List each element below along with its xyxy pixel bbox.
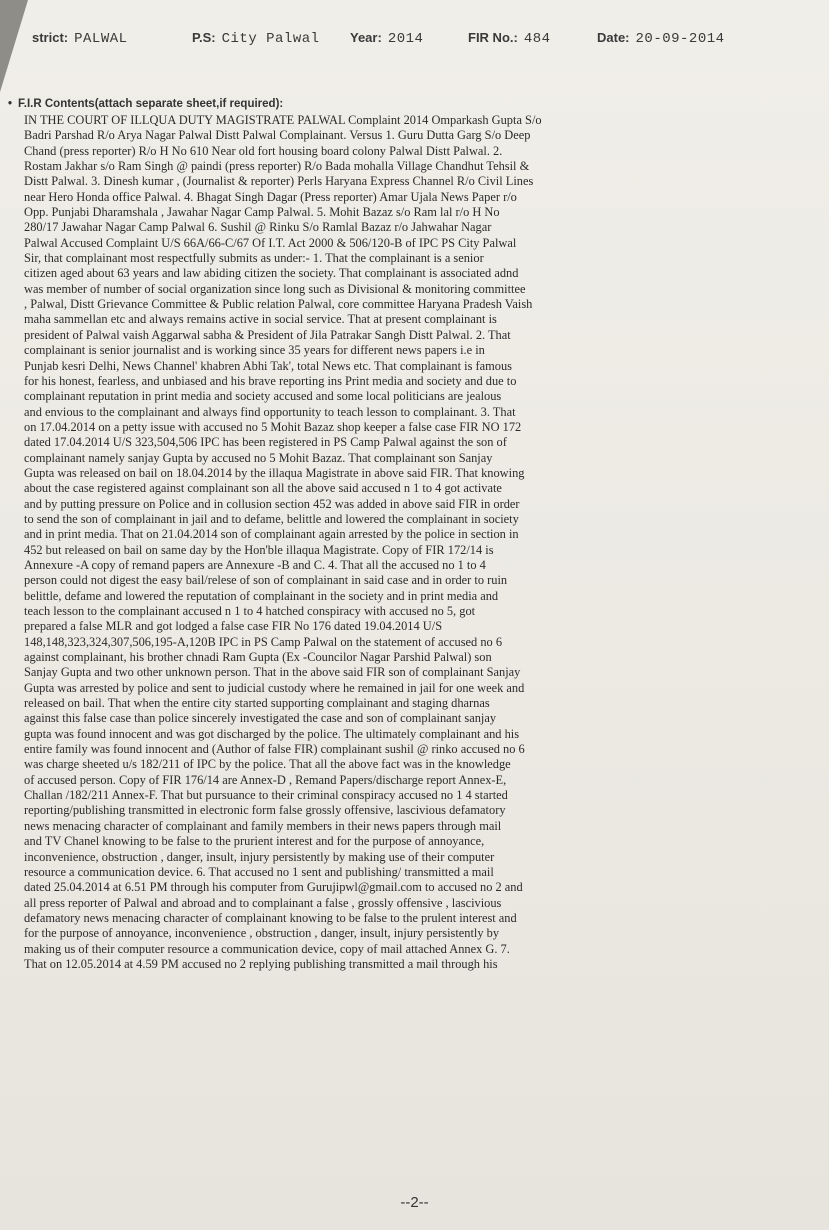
fir-contents-body <box>24 113 817 972</box>
body-line: reporting/publishing transmitted in electronic form false grossly offensive, lascivious defamatory <box>24 803 506 818</box>
body-line: citizen aged about 63 years and law abiding citizen the society. That complainant is associated adnd <box>24 266 519 281</box>
body-line: person could not digest the easy bail/relese of son of complainant in said case and in order to ruin <box>24 573 508 588</box>
body-line: defamatory news menacing character of complainant knowing to be false to the prulent interest and <box>24 910 517 925</box>
body-line: inconvenience, obstruction , danger, insult, injury persistently by making use of their computer <box>24 849 495 864</box>
body-line: prepared a false MLR and got lodged a false case FIR No 176 dated 19.04.2014 U/S <box>24 619 443 634</box>
date-label: Date: <box>597 30 630 45</box>
body-line: teach lesson to the complainant accused n 1 to 4 hatched conspiracy with accused no 5, got <box>24 604 476 618</box>
body-line: Gupta was released on bail on 18.04.2014 by the illaqua Magistrate in above said FIR. That knowing <box>24 465 525 480</box>
body-line: and envious to the complainant and always find opportunity to teach lesson to complainant. 3. That <box>24 404 516 419</box>
body-line: 148,148,323,324,307,506,195-A,120B IPC in PS Camp Palwal on the statement of accused no 6 <box>24 634 503 649</box>
district-value: PALWAL <box>74 31 128 47</box>
year-value: 2014 <box>387 31 424 47</box>
ps-value: City Palwal <box>221 31 320 47</box>
body-line: Sir, that complainant most respectfully submits as under:- 1. That the complainant is a senior <box>24 251 484 266</box>
body-line: complainant is senior journalist and is working since 35 years for different news papers i.e in <box>24 343 485 358</box>
body-line: Punjab kesri Delhi, News Channel' khabren Abhi Tak', total News etc. That complainant is famous <box>24 358 512 373</box>
body-line: Annexure -A copy of remand papers are Annexure -B and C. 4. That all the accused no 1 to 4 <box>24 557 486 572</box>
fir-number-value: 484 <box>523 31 551 47</box>
body-line: Challan /182/211 Annex-F. That but pursuance to their criminal conspiracy accused no 1 4 started <box>24 788 508 803</box>
body-line: on 17.04.2014 on a petty issue with accused no 5 Mohit Bazaz shop keeper a false case FIR NO 172 <box>24 419 522 434</box>
body-line: resource a communication device. 6. That accused no 1 sent and publishing/ transmitted a mail <box>24 864 494 879</box>
body-line: gupta was found innocent and was got discharged by the police. The ultimately complainant and his <box>24 726 520 741</box>
date-field <box>597 30 725 47</box>
body-line: Distt Palwal. 3. Dinesh kumar , (Journalist & reporter) Perls Haryana Express Channel R/o Civil Lines <box>24 174 534 189</box>
year-field <box>350 30 423 47</box>
body-line: news menacing character of complainant and family members in their news papers through mail <box>24 818 502 833</box>
district-label: strict: <box>32 30 69 45</box>
ps-field <box>192 30 320 47</box>
body-line: of accused person. Copy of FIR 176/14 are Annex-D , Remand Papers/discharge report Annex-E, <box>24 772 507 787</box>
body-line: complainant namely sanjay Gupta by accused no 5 Mohit Bazaz. That complainant son Sanjay <box>24 450 493 465</box>
date-value: 20-09-2014 <box>635 31 725 47</box>
body-line: That on 12.05.2014 at 4.59 PM accused no 2 replying publishing transmitted a mail through his <box>24 956 498 971</box>
body-line: all press reporter of Palwal and abroad and to complainant a false , grossly offensive , lascivious <box>24 895 502 910</box>
body-line: Gupta was arrested by police and sent to judicial custody where he remained in jail for one week and <box>24 680 525 695</box>
body-line: released on bail. That when the entire city started supporting complainant and staging dharnas <box>24 696 490 711</box>
body-line: was member of number of social organization since long such as Divisional & monitoring committee <box>24 281 526 296</box>
bullet-icon: • <box>8 98 13 110</box>
fir-contents-heading <box>8 98 283 110</box>
body-line: against this false case than police sincerely investigated the case and son of complainant sanjay <box>24 711 497 726</box>
body-line: was charge sheeted u/s 182/211 of IPC by the police. That all the above fact was in the knowledge <box>24 757 511 772</box>
year-label: Year: <box>350 30 382 45</box>
body-line: and by putting pressure on Police and in collusion section 452 was added in above said FIR in order <box>24 496 520 511</box>
ps-label: P.S: <box>192 30 216 45</box>
body-line: entire family was found innocent and (Author of false FIR) complainant sushil @ rinko accused no 6 <box>24 742 525 757</box>
body-line: belittle, defame and lowered the reputation of complainant in the society and in print media and <box>24 588 499 603</box>
body-line: Sanjay Gupta and two other unknown person. That in the above said FIR son of complainant Sanjay <box>24 665 521 680</box>
body-line: 452 but released on bail on same day by the Hon'ble illaqua Magistrate. Copy of FIR 172/14 is <box>24 542 494 557</box>
body-line: Palwal Accused Complaint U/S 66A/66-C/67 Of I.T. Act 2000 & 506/120-B of IPC PS City Palwal <box>24 235 517 250</box>
body-line: maha sammellan etc and always remains active in social service. That at present complainant is <box>24 312 497 327</box>
body-line: , Palwal, Distt Grievance Committee & Public relation Palwal, core committee Haryana Pradesh Vaish <box>24 297 533 312</box>
body-line: about the case registered against complainant son all the above said accused n 1 to 4 got activate <box>24 481 502 496</box>
body-line: IN THE COURT OF ILLQUA DUTY MAGISTRATE PALWAL Complaint 2014 Omparkash Gupta S/o <box>24 113 542 127</box>
folded-corner <box>0 0 28 92</box>
body-line: against complainant, his brother chnadi Ram Gupta (Ex -Councilor Nagar Parshid Palwal) son <box>24 650 492 665</box>
body-line: for the purpose of annoyance, inconvenience , obstruction , danger, insult, injury persistently by <box>24 926 500 941</box>
body-line: complainant reputation in print media and society accused and some local politicians are jealous <box>24 389 502 404</box>
fir-contents-heading-text: F.I.R Contents(attach separate sheet,if required): <box>18 98 284 110</box>
body-line: and TV Chanel knowing to be false to the prurient interest and for the purpose of annoyance, <box>24 834 485 849</box>
body-line: 280/17 Jawahar Nagar Camp Palwal 6. Sushil @ Rinku S/o Ramlal Bazaz r/o Jahwahar Nagar <box>24 220 492 235</box>
body-line: Opp. Punjabi Dharamshala , Jawahar Nagar Camp Palwal. 5. Mohit Bazaz s/o Ram lal r/o H No <box>24 205 500 220</box>
fir-number-label: FIR No.: <box>468 30 518 45</box>
body-line: to send the son of complainant in jail and to defame, belittle and lowered the complainant in society <box>24 511 519 526</box>
fir-header <box>32 30 809 54</box>
district-field <box>32 30 128 47</box>
body-line: making us of their computer resource a communication device, copy of mail attached Annex G. 7. <box>24 941 510 956</box>
body-line: dated 17.04.2014 U/S 323,504,506 IPC has been registered in PS Camp Palwal against the son of <box>24 435 507 450</box>
page-number: --2-- <box>400 1194 429 1211</box>
body-line: president of Palwal vaish Aggarwal sabha & President of Jila Patrakar Sangh Distt Palwal. 2. That <box>24 327 511 342</box>
fir-number-field <box>468 30 551 47</box>
body-line: and in print media. That on 21.04.2014 son of complainant again arrested by the police in section in <box>24 527 519 542</box>
body-line: Badri Parshad R/o Arya Nagar Palwal Distt Palwal Complainant. Versus 1. Guru Dutta Garg S/o Deep <box>24 128 531 143</box>
body-line: near Hero Honda office Palwal. 4. Bhagat Singh Dagar (Press reporter) Amar Ujala News Paper r/o <box>24 189 517 204</box>
body-line: dated 25.04.2014 at 6.51 PM through his computer from Gurujipwl@gmail.com to accused no 2 and <box>24 880 523 895</box>
body-line: Rostam Jakhar s/o Ram Singh @ paindi (press reporter) R/o Bada mohalla Village Chandhut Tehsil & <box>24 159 530 174</box>
body-line: for his honest, fearless, and unbiased and his brave reporting ins Print media and society and due to <box>24 373 517 388</box>
body-line: Chand (press reporter) R/o H No 610 Near old fort housing board colony Palwal Distt Palwal. 2. <box>24 143 503 158</box>
